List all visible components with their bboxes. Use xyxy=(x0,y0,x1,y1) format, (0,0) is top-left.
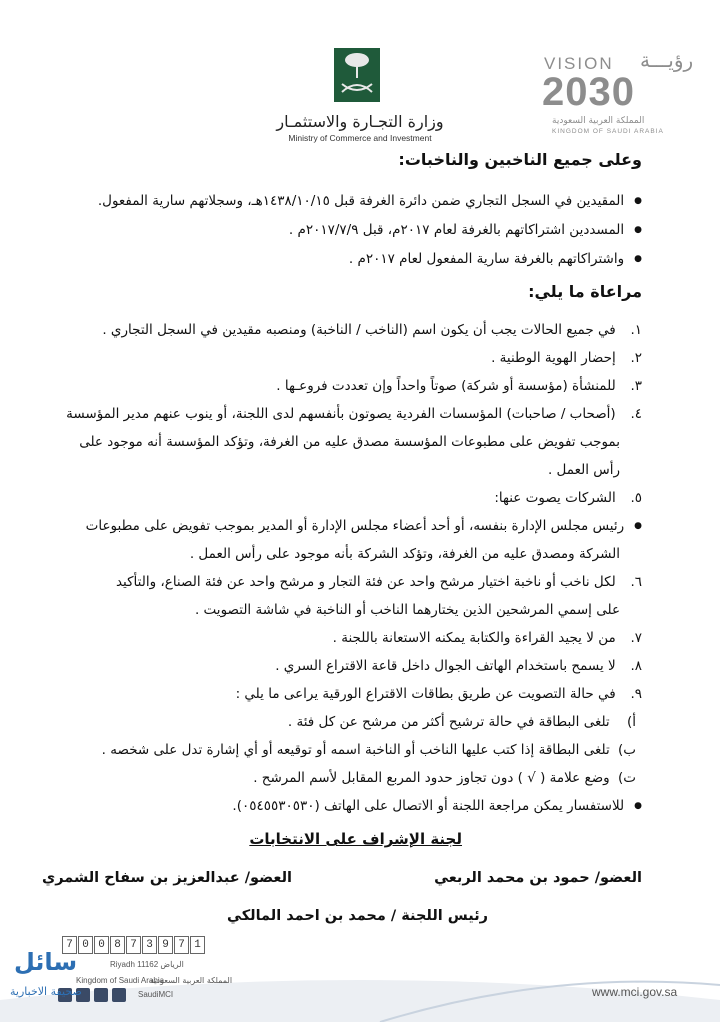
vision-label-ar: رؤيـــة xyxy=(640,48,694,72)
vision-kingdom-en: KINGDOM OF SAUDI ARABIA xyxy=(552,128,664,135)
ministry-name-en: Ministry of Commerce and Investment xyxy=(288,133,432,143)
note-line-3: ٣. للمنشأة (مؤسسة أو شركة) صوتاً واحداً وإن تعددت فروعـها . xyxy=(276,378,642,394)
watermark-subtitle: صحيفة الاخبارية xyxy=(10,985,82,998)
phone-digit: 7 xyxy=(174,936,189,954)
footer-social-handle: SaudiMCI xyxy=(138,990,174,999)
vision-label-en: VISION xyxy=(544,54,614,73)
note-companies-2: الشركة ومصدق عليه من الغرفة، وتؤكد الشركة بأنه موجود على رأس العمل . xyxy=(189,546,620,562)
youtube-icon[interactable] xyxy=(112,988,126,1002)
committee-heading: لجنة الإشراف على الانتخابات xyxy=(249,830,462,848)
notes-heading: مراعاة ما يلي: xyxy=(528,282,642,301)
ministry-name-ar: وزارة التجـارة والاستثمـار xyxy=(276,112,444,131)
phone-digit: 3 xyxy=(142,936,157,954)
phone-digit: 1 xyxy=(190,936,205,954)
phone-digit: 8 xyxy=(110,936,125,954)
vision-year: 2030 xyxy=(542,70,635,114)
footer-website-link[interactable]: www.mci.gov.sa xyxy=(592,985,678,999)
footer-kingdom-en: Kingdom of Saudi Arabia xyxy=(76,976,165,985)
phone-digit: 0 xyxy=(78,936,93,954)
note-line-4-end: رأس العمل . xyxy=(547,462,620,478)
footer-kingdom-ar: المملكة العربية السعودية xyxy=(150,976,233,985)
member-2-signature: العضو/ عبدالعزيز بن سفاح الشمري xyxy=(41,870,292,886)
phone-digit: 9 xyxy=(158,936,173,954)
note-line-8: ٨. لا يسمح باستخدام الهاتف الجوال داخل قاعة الاقتراع السري . xyxy=(275,658,642,674)
phone-digit: 7 xyxy=(126,936,141,954)
note-line-6-cont: على إسمي المرشحين الذين يختارهما الناخب أو الناخبة في شاشة التصويت . xyxy=(194,602,620,618)
note-line-4-cont: بموجب تفويض على مطبوعات المؤسسة مصدق عليه من الغرفة، وتؤكد المؤسسة أنه موجود على xyxy=(79,434,620,450)
note-line-9a: أ) تلغى البطاقة في حالة ترشيح أكثر من مرشح عن كل فئة . xyxy=(287,714,636,730)
committee-chair-signature: رئيس اللجنة / محمد بن احمد المالكي xyxy=(227,908,488,924)
voter-condition-1: ● المقيدين في السجل التجاري ضمن دائرة الغرفة قبل ١٤٣٨/١٠/١٥هـ، وسجلاتهم سارية المفعول. xyxy=(98,193,642,209)
member-1-signature: العضو/ حمود بن محمد الربعي xyxy=(434,870,642,886)
voter-condition-3: ● واشتراكاتهم بالغرفة سارية المفعول لعام ٢٠١٧م . xyxy=(349,251,642,267)
instagram-icon[interactable] xyxy=(94,988,108,1002)
note-inquiry: ● للاستفسار يمكن مراجعة اللجنة أو الاتصال على الهاتف (٠٥٤٥٥٣٠٥٣٠). xyxy=(232,798,642,814)
note-line-4: ٤. (أصحاب / صاحبات) المؤسسات الفردية يصوتون بأنفسهم لدى اللجنة، أو ينوب عنهم مدير المؤسسة xyxy=(66,406,642,422)
voters-heading: وعلى جميع الناخبين والناخبات: xyxy=(398,150,642,169)
phone-digit: 7 xyxy=(62,936,77,954)
note-line-2: ٢. إحضار الهوية الوطنية . xyxy=(491,350,642,366)
note-line-7: ٧. من لا يجيد القراءة والكتابة يمكنه الاستعانة باللجنة . xyxy=(332,630,642,646)
voter-condition-2: ● المسددين اشتراكاتهم بالغرفة لعام ٢٠١٧م، قبل ٢٠١٧/٧/٩م . xyxy=(289,222,642,238)
footer-address: Riyadh 11162 الرياض xyxy=(110,960,184,969)
note-line-9c: ت) وضع علامة ( √ ) دون تجاوز حدود المربع المقابل لأسم المرشح . xyxy=(253,770,636,786)
note-line-9b: ب) تلغى البطاقة إذا كتب عليها الناخب أو الناخبة اسمه أو توقيعه أو أي إشارة تدل على شخصه . xyxy=(101,742,636,758)
vision-kingdom-ar: المملكة العربية السعودية xyxy=(552,116,645,126)
note-companies-1: ● رئيس مجلس الإدارة بنفسه، أو أحد أعضاء مجلس الإدارة أو المدير بموجب تفويض على مطبوعات xyxy=(86,518,642,534)
note-line-9: ٩. في حالة التصويت عن طريق بطاقات الاقتراع الورقية يراعى ما يلي : xyxy=(235,686,642,702)
phone-number-boxes xyxy=(62,936,206,954)
phone-digit: 0 xyxy=(94,936,109,954)
watermark-logo-text: سائل xyxy=(14,948,78,976)
note-line-6: ٦. لكل ناخب أو ناخبة اختيار مرشح واحد عن فئة التجار و مرشح واحد عن فئة الصناع، والتأكيد xyxy=(115,574,642,590)
saudi-emblem-logo xyxy=(334,48,380,102)
note-line-5: ٥. الشركات يصوت عنها: xyxy=(494,490,642,506)
note-line-1: ١. في جميع الحالات يجب أن يكون اسم (الناخب / الناخبة) ومنصبه مقيدين في السجل التجاري . xyxy=(102,322,642,338)
